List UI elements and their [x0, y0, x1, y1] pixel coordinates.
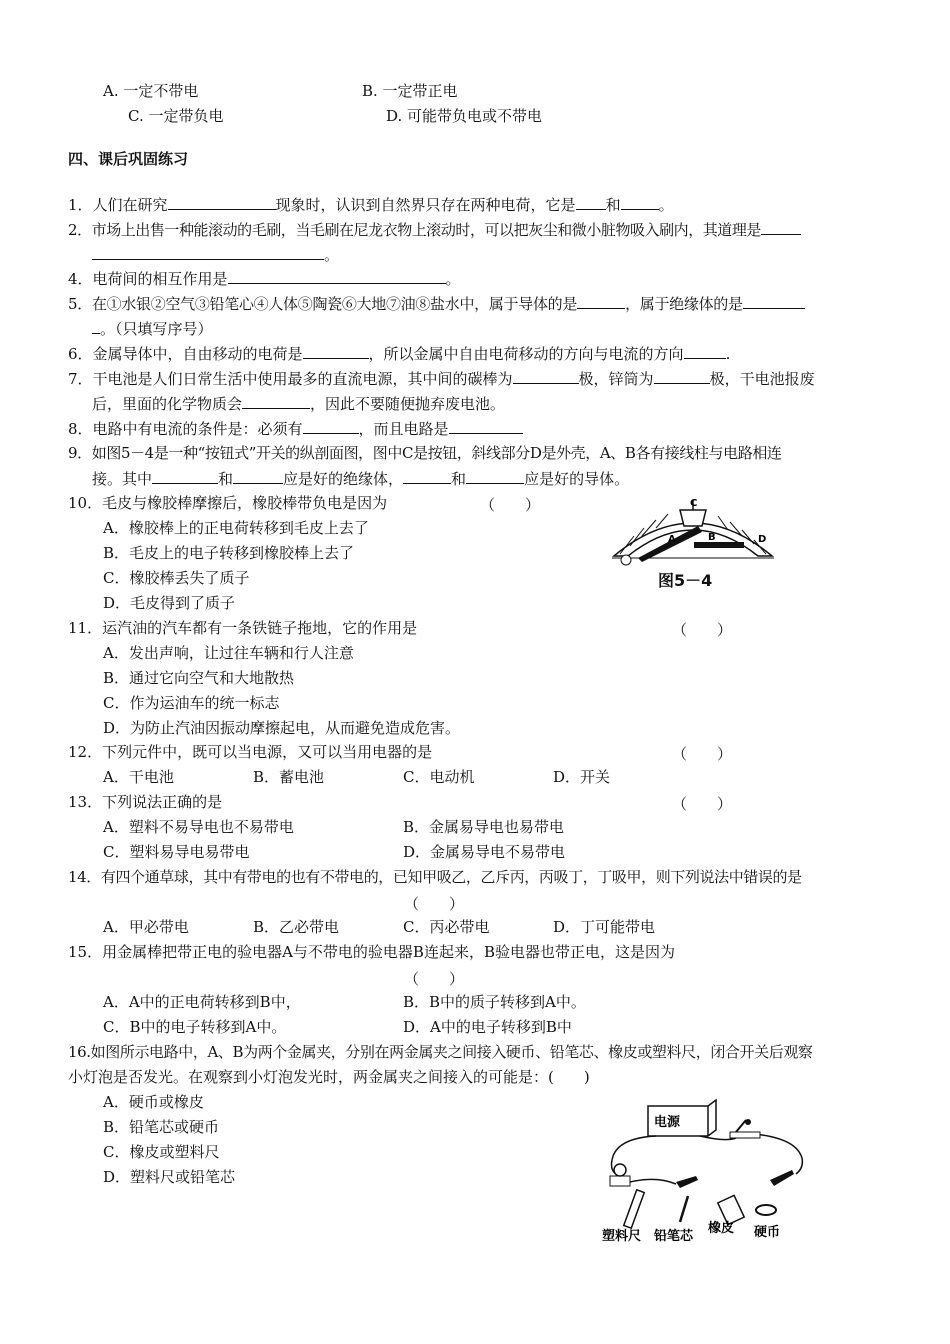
q9-text-4: 应是好的绝缘体，: [283, 470, 404, 488]
q10-option-b: B．毛皮上的电子转移到橡胶棒上去了: [103, 544, 355, 562]
q8-blank-1[interactable]: [303, 419, 359, 434]
q7-text-4: 后，里面的化学物质会: [92, 395, 243, 413]
question-5-cont: [92, 319, 213, 338]
fig54-label-d: D: [758, 534, 767, 545]
q11-option-c: C．作为运油车的统一标志: [103, 694, 280, 712]
question-5: [68, 294, 805, 313]
question-10: 10．毛皮与橡胶棒摩擦后，橡胶棒带负电是因为: [68, 494, 388, 512]
question-14: 14．有四个通草球，其中有带电的也有不带电的，已知甲吸乙，乙斥丙，丙吸丁，丁吸甲，则下列说法中错误的是: [68, 868, 802, 886]
q14-answer-paren[interactable]: （ ）: [404, 895, 465, 913]
q7-text-2: 极，锌筒为: [578, 370, 654, 388]
question-6: [68, 344, 730, 363]
question-2-cont: [92, 245, 339, 264]
q9-blank-4[interactable]: [466, 469, 524, 484]
q10-option-c: C．橡胶棒丢失了质子: [103, 569, 250, 587]
q6-blank-2[interactable]: [684, 344, 726, 359]
q6-text-2: ，所以金属中自由电荷移动的方向与电流的方向: [368, 345, 684, 363]
figure-16-circuit: [596, 1098, 826, 1243]
q13-option-d: D．金属易导电不易带电: [403, 843, 566, 861]
q1-text-3: 和: [605, 196, 621, 214]
option-b-top: B. 一定带正电: [362, 82, 458, 100]
label-coin: 硬币: [754, 1225, 781, 1240]
q1-blank-1[interactable]: [168, 195, 276, 210]
q7-blank-2[interactable]: [654, 369, 710, 384]
q15-option-b: B．B中的质子转移到A中。: [403, 993, 586, 1011]
q13-answer-paren[interactable]: （ ）: [672, 795, 733, 813]
q9-blank-3[interactable]: [403, 469, 451, 484]
q16-option-c: C．橡皮或塑料尺: [103, 1143, 220, 1161]
q10-option-a: A．橡胶棒上的正电荷转移到毛皮上去了: [103, 519, 369, 537]
figure-5-4-caption: 图5－4: [658, 571, 713, 590]
q8-text-1: 8．电路中有电流的条件是：必须有: [68, 420, 303, 438]
question-12: 12．下列元件中，既可以当电源，又可以当用电器的是: [68, 743, 433, 761]
q7-text-1: 7．干电池是人们日常生活中使用最多的直流电源，其中间的碳棒为: [68, 370, 513, 388]
q1-text-2: 现象时，认识到自然界只存在两种电荷，它是: [275, 196, 576, 214]
q13-option-b: B．金属易导电也易带电: [403, 818, 565, 836]
q15-option-a: A．A中的正电荷转移到B中，: [103, 993, 301, 1011]
question-1: [68, 195, 674, 214]
question-16-cont: 小灯泡是否发光。在观察到小灯泡发光时，两金属夹之间接入的可能是：( ): [68, 1068, 590, 1086]
q1-text-4: 。: [658, 196, 674, 214]
q16-option-d: D．塑料尺或铅笔芯: [103, 1168, 236, 1186]
q10-option-d: D．毛皮得到了质子: [103, 594, 236, 612]
q11-option-d: D．为防止汽油因振动摩擦起电，从而避免造成危害。: [103, 719, 461, 737]
question-13: 13．下列说法正确的是: [68, 793, 223, 811]
q2-blank-1b[interactable]: [92, 245, 324, 260]
q8-blank-2[interactable]: [449, 419, 523, 434]
q4-text-1: 4．电荷间的相互作用是: [68, 270, 228, 288]
q9-text-3: 和: [218, 470, 234, 488]
q7-text-3: 极，干电池报废: [709, 370, 815, 388]
q14-option-c: C．丙必带电: [403, 918, 490, 936]
option-c-top: C. 一定带负电: [128, 107, 224, 125]
q9-text-5: 和: [451, 470, 467, 488]
q7-text-5: ，因此不要随便抛弃废电池。: [310, 395, 506, 413]
q9-text-6: 应是好的导体。: [524, 470, 630, 488]
q9-blank-1[interactable]: [152, 469, 218, 484]
section-title: 四、课后巩固练习: [68, 150, 189, 168]
option-a-top: A. 一定不带电: [103, 82, 199, 100]
q8-text-2: ，而且电路是: [358, 420, 449, 438]
q1-text-1: 1．人们在研究: [68, 196, 168, 214]
question-11: 11．运汽油的汽车都有一条铁链子拖地，它的作用是: [68, 619, 418, 637]
question-8: [68, 419, 523, 438]
q2-text-1: 2．市场上出售一种能滚动的毛刷，当毛刷在尼龙衣物上滚动时，可以把灰尘和微小脏物吸入刷内，其道理是: [68, 221, 761, 239]
q14-option-a: A．甲必带电: [103, 918, 189, 936]
q2-blank-1a[interactable]: [761, 220, 801, 235]
q7-blank-1[interactable]: [513, 369, 579, 384]
q6-text-1: 6．金属导体中，自由移动的电荷是: [68, 345, 303, 363]
q9-text-1: 9．如图5－4是一种“按钮式”开关的纵剖面图，图中C是按钮，斜线部分D是外壳，A、B各有接线柱与电路相连: [68, 444, 782, 462]
question-16: 16.如图所示电路中，A、B为两个金属夹，分别在两金属夹之间接入硬币、铅笔芯、橡皮或塑料尺，闭合开关后观察: [68, 1043, 813, 1061]
q12-answer-paren[interactable]: （ ）: [672, 745, 733, 763]
q9-blank-2[interactable]: [233, 469, 283, 484]
q4-blank-1[interactable]: [228, 269, 446, 284]
q6-blank-1[interactable]: [303, 344, 369, 359]
q5-text-2: ，属于绝缘体的是: [625, 295, 743, 313]
fig54-label-a: A: [668, 534, 676, 545]
q10-answer-paren[interactable]: （ ）: [480, 496, 541, 514]
q2-text-2: 。: [324, 246, 340, 264]
q15-option-c: C．B中的电子转移到A中。: [103, 1018, 287, 1036]
q5-text-1: 5．在①水银②空气③铅笔心④人体⑤陶瓷⑥大地⑦油⑧盐水中，属于导体的是: [68, 295, 578, 313]
q15-answer-paren[interactable]: （ ）: [404, 970, 465, 988]
label-eraser: 橡皮: [708, 1221, 735, 1236]
q16-option-b: B．铅笔芯或硬币: [103, 1118, 220, 1136]
q16-option-a: A．硬币或橡皮: [103, 1093, 204, 1111]
q12-option-a: A．干电池: [103, 768, 174, 786]
fig54-label-c: C: [690, 498, 698, 509]
question-9: [68, 444, 782, 462]
q1-blank-2[interactable]: [576, 195, 606, 210]
q12-option-c: C．电动机: [403, 768, 475, 786]
question-4: [68, 269, 461, 288]
q12-option-b: B．蓄电池: [253, 768, 325, 786]
q5-blank-2b[interactable]: [92, 319, 100, 334]
question-9-cont: [92, 469, 629, 488]
q12-option-d: D．开关: [553, 768, 611, 786]
q9-text-2: 接。其中: [92, 470, 153, 488]
q13-option-a: A．塑料不易导电也不易带电: [103, 818, 294, 836]
question-15: 15．用金属棒把带正电的验电器A与不带电的验电器B连起来，B验电器也带正电，这是因为: [68, 943, 675, 961]
q11-answer-paren[interactable]: （ ）: [672, 621, 733, 639]
q11-option-a: A．发出声响，让过往车辆和行人注意: [103, 644, 354, 662]
q14-option-d: D．丁可能带电: [553, 918, 656, 936]
q1-blank-3[interactable]: [621, 195, 659, 210]
q5-blank-1[interactable]: [577, 294, 625, 309]
question-7-cont: [92, 394, 505, 413]
q15-option-d: D．A中的电子转移到B中: [403, 1018, 572, 1036]
q5-text-3: 。（只填写序号）: [100, 320, 213, 338]
q11-option-b: B．通过它向空气和大地散热: [103, 669, 295, 687]
label-pencil-lead: 铅笔芯: [654, 1229, 694, 1243]
fig54-label-b: B: [708, 532, 716, 543]
option-d-top: D. 可能带负电或不带电: [386, 107, 543, 125]
q13-option-c: C．塑料易导电易带电: [103, 843, 250, 861]
question-7: [68, 369, 815, 388]
q7-blank-3[interactable]: [242, 394, 310, 409]
label-plastic-ruler: 塑料尺: [602, 1229, 642, 1243]
power-supply-label: 电源: [654, 1115, 681, 1130]
q6-text-3: .: [725, 345, 731, 363]
q4-text-2: 。: [445, 270, 461, 288]
q5-blank-2a[interactable]: [743, 294, 805, 309]
question-2: [68, 220, 801, 239]
q14-option-b: B．乙必带电: [253, 918, 340, 936]
figure-5-4-button-switch: [608, 496, 778, 571]
